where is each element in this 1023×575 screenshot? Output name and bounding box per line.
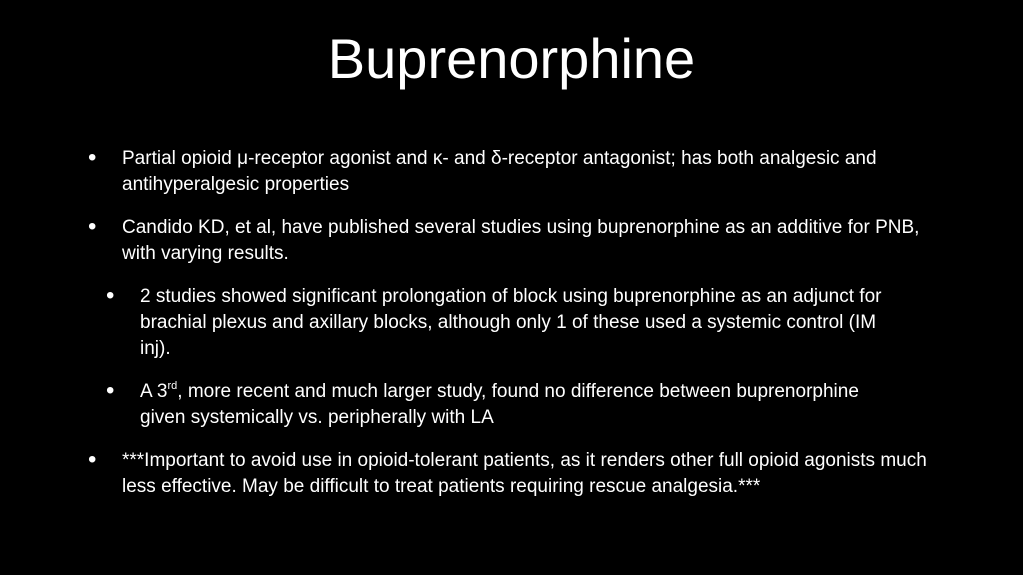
bullet-text-prefix: A 3 (140, 381, 168, 402)
bullet-list (0, 146, 1023, 517)
bullet-text: , more recent and much larger study, found no difference between buprenorphine given systemically vs. peripherally with LA (140, 381, 859, 428)
bullet-dot-icon: • (106, 282, 115, 309)
bullet-dot-icon: • (106, 377, 115, 404)
bullet-text: Candido KD, et al, have published several studies using buprenorphine as an additive for PNB, with varying results. (122, 217, 920, 264)
bullet-text: 2 studies showed significant prolongation of block using buprenorphine as an adjunct for brachial plexus and axillary blocks, although only 1 of these used a systemic control (IM inj). (140, 286, 882, 359)
bullet-dot-icon: • (88, 144, 97, 171)
bullet-text: ***Important to avoid use in opioid-tolerant patients, as it renders other full opioid agonists much less effective. May be difficult to treat patients requiring rescue analgesia.*** (122, 450, 927, 497)
slide-title: Buprenorphine (327, 27, 696, 90)
sub-bullet-item-two-studies (0, 284, 900, 362)
bullet-item-candido-studies (0, 215, 952, 267)
bullet-item-warning (0, 448, 952, 500)
ordinal-superscript: rd (167, 380, 178, 392)
sub-bullet-item-third-study (0, 379, 900, 431)
bullet-dot-icon: • (88, 446, 97, 473)
bullet-item-mechanism (0, 146, 952, 198)
bullet-text: Partial opioid μ-receptor agonist and κ- and δ-receptor antagonist; has both analgesic and antihyperalgesic properties (122, 148, 877, 195)
bullet-dot-icon: • (88, 213, 97, 240)
